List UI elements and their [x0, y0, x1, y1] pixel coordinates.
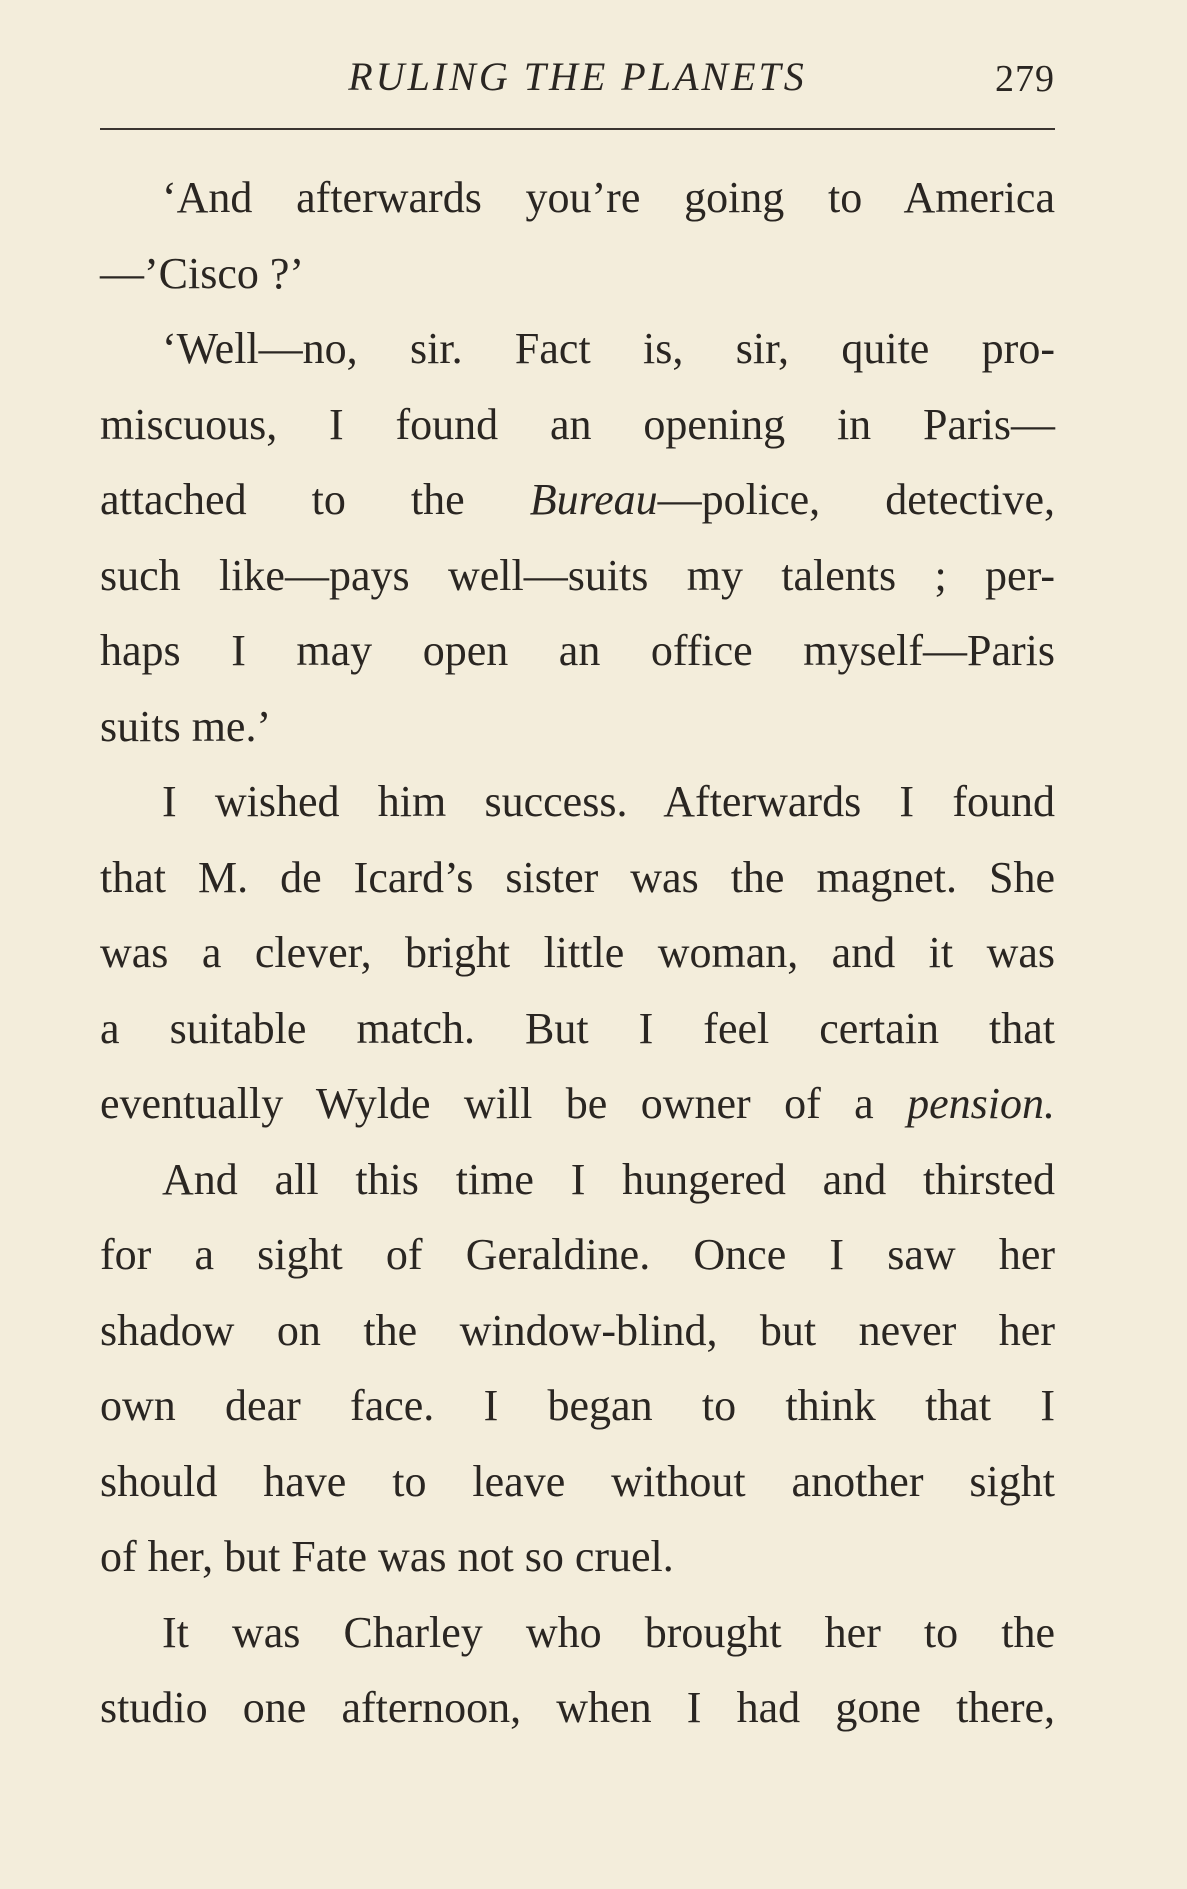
italic-word: pension. [907, 1079, 1055, 1128]
text-line: suits me.’ [100, 701, 272, 751]
text-line: was a clever, bright little woman, and it was [100, 928, 1055, 977]
text-line: of her, but Fate was not so cruel. [100, 1532, 674, 1581]
text-segment: —police, detective, [657, 475, 1055, 524]
body-text [100, 160, 1055, 1746]
italic-word: Bureau [529, 475, 658, 524]
text-line: I wished him success. Afterwards I found [162, 777, 1055, 826]
text-line: miscuous, I found an opening in Paris— [100, 399, 1055, 449]
page-header [100, 52, 1055, 102]
running-title: RULING THE PLANETS [348, 54, 807, 99]
text-line: haps I may open an office myself—Paris [100, 626, 1055, 675]
text-segment: eventually Wylde will be owner of a [100, 1079, 908, 1128]
text-line: studio one afternoon, when I had gone there, [100, 1683, 1055, 1732]
text-line: shadow on the window-blind, but never her [100, 1305, 1055, 1355]
page-number: 279 [995, 58, 1055, 100]
text-line: ‘Well—no, sir. Fact is, sir, quite pro- [162, 324, 1055, 373]
text-line [100, 1066, 1055, 1142]
text-line [100, 462, 1055, 538]
header-rule [100, 128, 1055, 130]
text-line: And all this time I hungered and thirsted [162, 1154, 1055, 1204]
text-line: —’Cisco ?’ [100, 248, 305, 298]
text-segment: attached to the [100, 475, 530, 524]
text-line: It was Charley who brought her to the [162, 1607, 1055, 1657]
text-line: such like—pays well—suits my talents ; per- [100, 550, 1055, 600]
text-line: that M. de Icard’s sister was the magnet. She [100, 852, 1055, 902]
text-line: should have to leave without another sight [100, 1456, 1055, 1506]
text-line: a suitable match. But I feel certain that [100, 1003, 1055, 1053]
text-line: ‘And afterwards you’re going to America [162, 173, 1055, 222]
text-line: for a sight of Geraldine. Once I saw her [100, 1230, 1055, 1279]
text-line: own dear face. I began to think that I [100, 1381, 1055, 1430]
